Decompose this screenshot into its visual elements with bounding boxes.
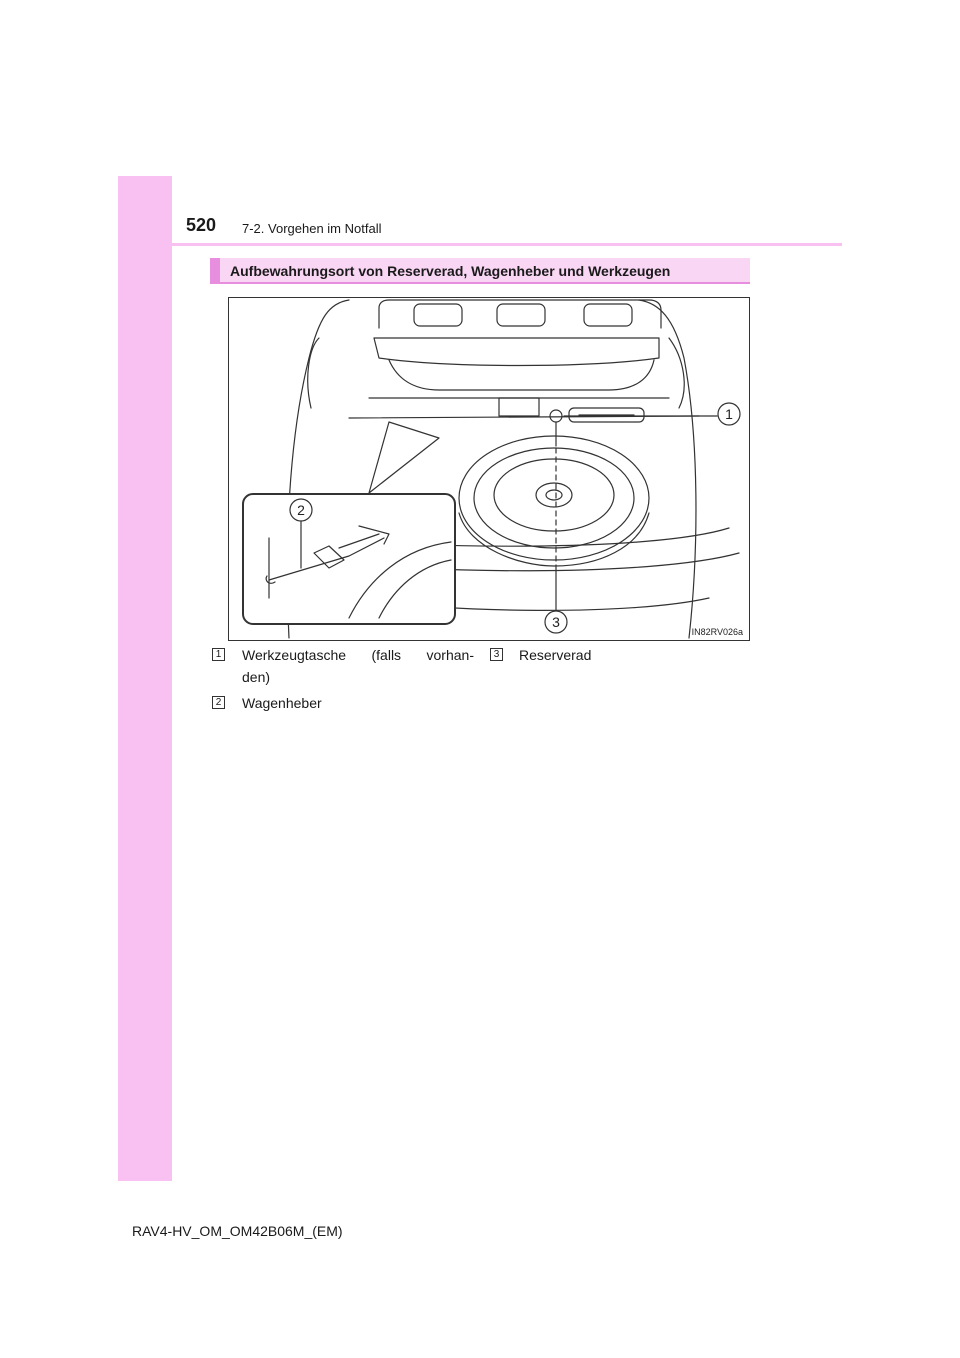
section-title: 7-2. Vorgehen im Notfall — [242, 221, 382, 236]
footer-code: RAV4-HV_OM_OM42B06M_(EM) — [132, 1223, 343, 1239]
legend-text: Reserverad — [519, 647, 592, 663]
legend-text: Wagenheber — [242, 695, 322, 711]
callout-3: 3 — [552, 614, 560, 630]
page-number: 520 — [186, 215, 217, 235]
trunk-drawing — [243, 300, 739, 638]
section-heading — [210, 258, 750, 284]
heading-text: Aufbewahrungsort von Reserverad, Wagenheber und Werkzeugen — [230, 263, 671, 279]
sidebar-tab — [118, 176, 172, 1181]
legend-number: 2 — [212, 696, 225, 709]
header-rule — [118, 243, 842, 246]
figure-code: IN82RV026a — [691, 627, 743, 637]
heading-accent — [210, 258, 220, 284]
callout-2: 2 — [297, 502, 305, 518]
legend-number: 1 — [212, 648, 225, 661]
trunk-illustration — [228, 297, 750, 641]
legend-text: Werkzeugtasche (falls vorhan- — [242, 647, 474, 663]
callout-1: 1 — [725, 406, 733, 422]
legend-number: 3 — [490, 648, 503, 661]
legend-text: den) — [242, 669, 271, 685]
